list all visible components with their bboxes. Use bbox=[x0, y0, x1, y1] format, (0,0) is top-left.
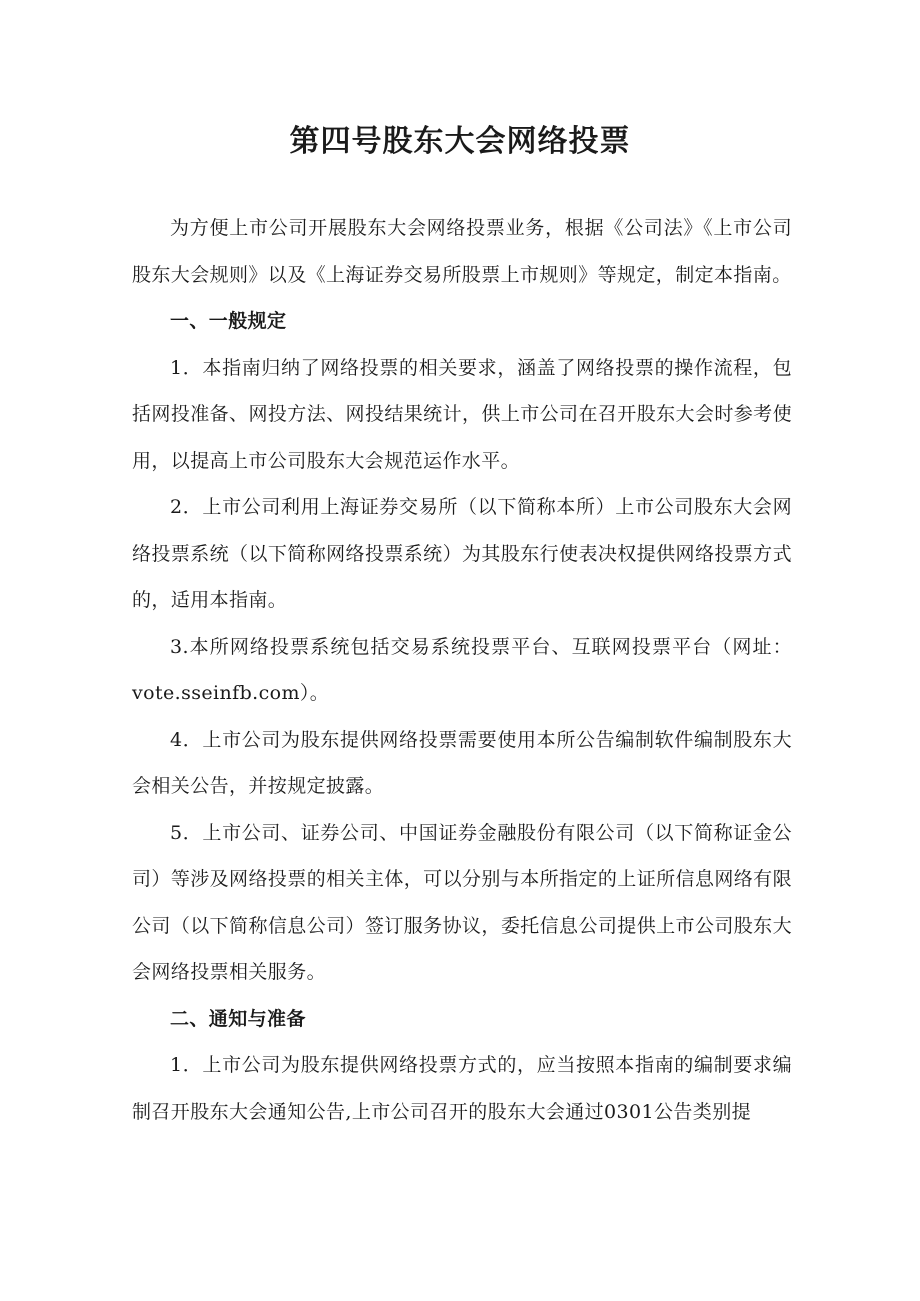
general-item-5: 5．上市公司、证券公司、中国证券金融股份有限公司（以下简称证金公司）等涉及网络投票的相关主体，可以分别与本所指定的上证所信息网络有限公司（以下简称信息公司）签订服务协议，委托信息公司提供上市公司股东大会网络投票相关服务。 bbox=[132, 821, 792, 983]
general-item-3: 3.本所网络投票系统包括交易系统投票平台、互联网投票平台（网址：vote.sseinfb.com）。 bbox=[132, 635, 792, 704]
notice-item-1: 1．上市公司为股东提供网络投票方式的，应当按照本指南的编制要求编制召开股东大会通知公告,上市公司召开的股东大会通过0301公告类别提 bbox=[132, 1054, 792, 1123]
intro-paragraph: 为方便上市公司开展股东大会网络投票业务，根据《公司法》《上市公司股东大会规则》以及《上海证券交易所股票上市规则》等规定，制定本指南。 bbox=[132, 217, 792, 286]
general-item-4: 4．上市公司为股东提供网络投票需要使用本所公告编制软件编制股东大会相关公告，并按规定披露。 bbox=[132, 728, 792, 797]
document-body bbox=[132, 205, 792, 1135]
general-item-2: 2．上市公司利用上海证券交易所（以下简称本所）上市公司股东大会网络投票系统（以下简称网络投票系统）为其股东行使表决权提供网络投票方式的，适用本指南。 bbox=[132, 496, 792, 611]
general-item-1: 1．本指南归纳了网络投票的相关要求，涵盖了网络投票的操作流程，包括网投准备、网投方法、网投结果统计，供上市公司在召开股东大会时参考使用，以提高上市公司股东大会规范运作水平。 bbox=[132, 356, 792, 472]
section-heading-notice: 二、通知与准备 bbox=[170, 1007, 306, 1030]
page-title: 第四号股东大会网络投票 bbox=[289, 124, 631, 159]
section-heading-general: 一、一般规定 bbox=[170, 310, 287, 332]
